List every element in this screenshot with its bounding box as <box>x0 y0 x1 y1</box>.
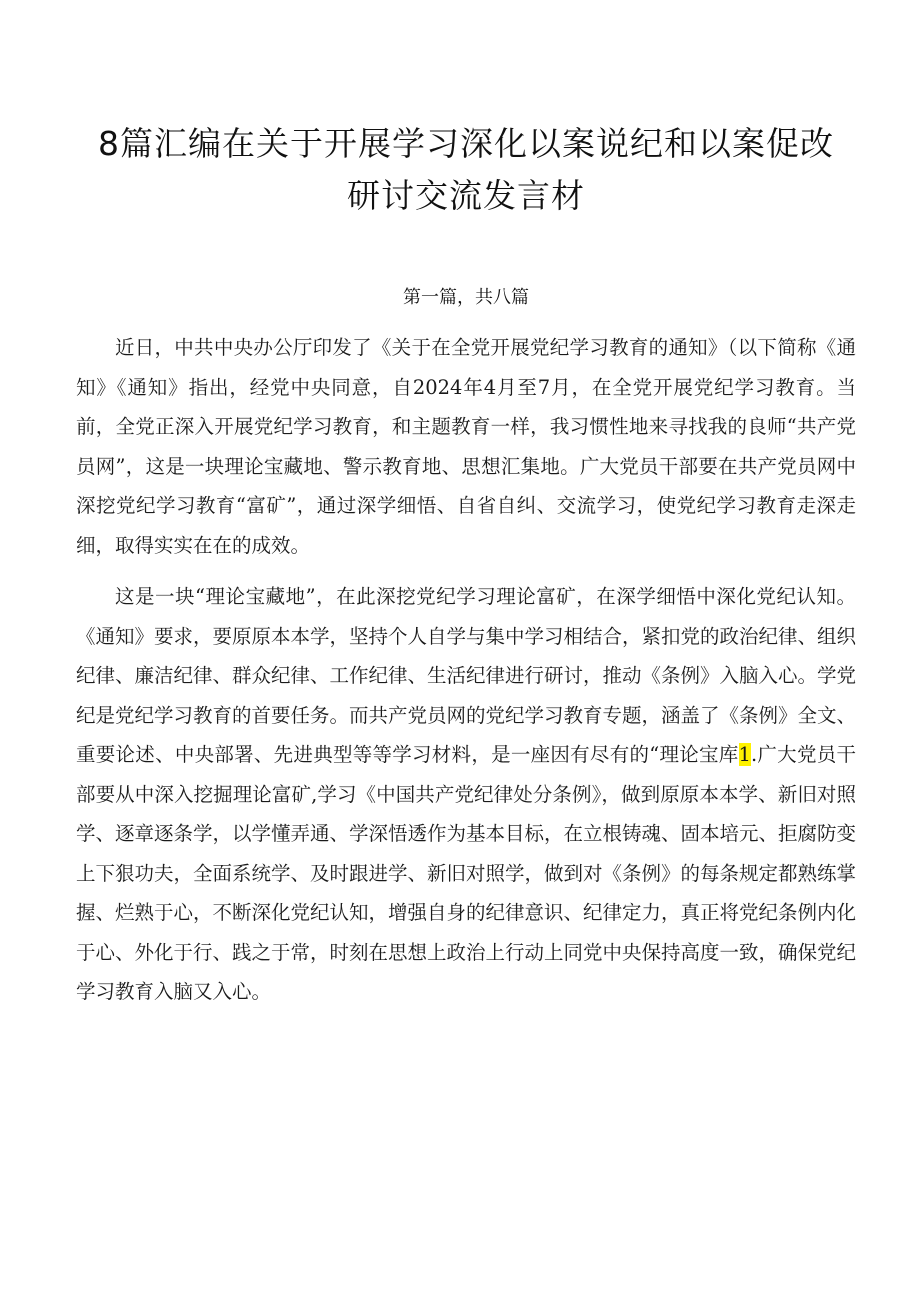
document-title <box>76 0 856 222</box>
paragraph-1: 近日，中共中央办公厅印发了《关于在全党开展党纪学习教育的通知》（以下简称《通知》《通知》指出，经党中央同意，自2024年4月至7月，在全党开展党纪学习教育。当前，全党正深入开展党纪学习教育，和主题教育一样，我习惯性地来寻找我的良师“共产党员网”，这是一块理论宝藏地、警示教育地、思想汇集地。广大党员干部要在共产党员网中深挖党纪学习教育“富矿”，通过深学细悟、自省自纠、交流学习，使党纪学习教育走深走细，取得实实在在的成效。 <box>76 336 856 557</box>
title-line-2: 研讨交流发言材 <box>347 176 585 215</box>
paragraph-2-text-b: .广大党员干部要从中深入挖掘理论富矿,学习《中国共产党纪律处分条例》，做到原原本本学、新旧对照学、逐章逐条学，以学懂弄通、学深悟透作为基本目标，在立根铸魂、固本培元、拒腐防变上下狠功夫，全面系统学、及时跟进学、新旧对照学，做到对《条例》的每条规定都熟练掌握、烂熟于心，不断深化党纪认知，增强自身的纪律意识、纪律定力，真正将党纪条例内化于心、外化于行、践之于常，时刻在思想上政治上行动上同党中央保持高度一致，确保党纪学习教育入脑又入心。 <box>76 743 857 1003</box>
paragraph-2 <box>76 577 856 1012</box>
highlighted-text: 1 <box>738 743 751 766</box>
paragraph-2-text-a: 这是一块“理论宝藏地”，在此深挖党纪学习理论富矿，在深学细悟中深化党纪认知。《通知》要求，要原原本本学，坚持个人自学与集中学习相结合，紧扣党的政治纪律、组织纪律、廉洁纪律、群众纪律、工作纪律、生活纪律进行研讨，推动《条例》入脑入心。学党纪是党纪学习教育的首要任务。而共产党员网的党纪学习教育专题，涵盖了《条例》全文、重要论述、中央部署、先进典型等等学习材料，是一座因有尽有的“理论宝库 <box>76 585 857 766</box>
section-heading: 第一篇，共八篇 <box>403 287 529 308</box>
title-line-1: 8篇汇编在关于开展学习深化以案说纪和以案促改 <box>98 124 834 163</box>
